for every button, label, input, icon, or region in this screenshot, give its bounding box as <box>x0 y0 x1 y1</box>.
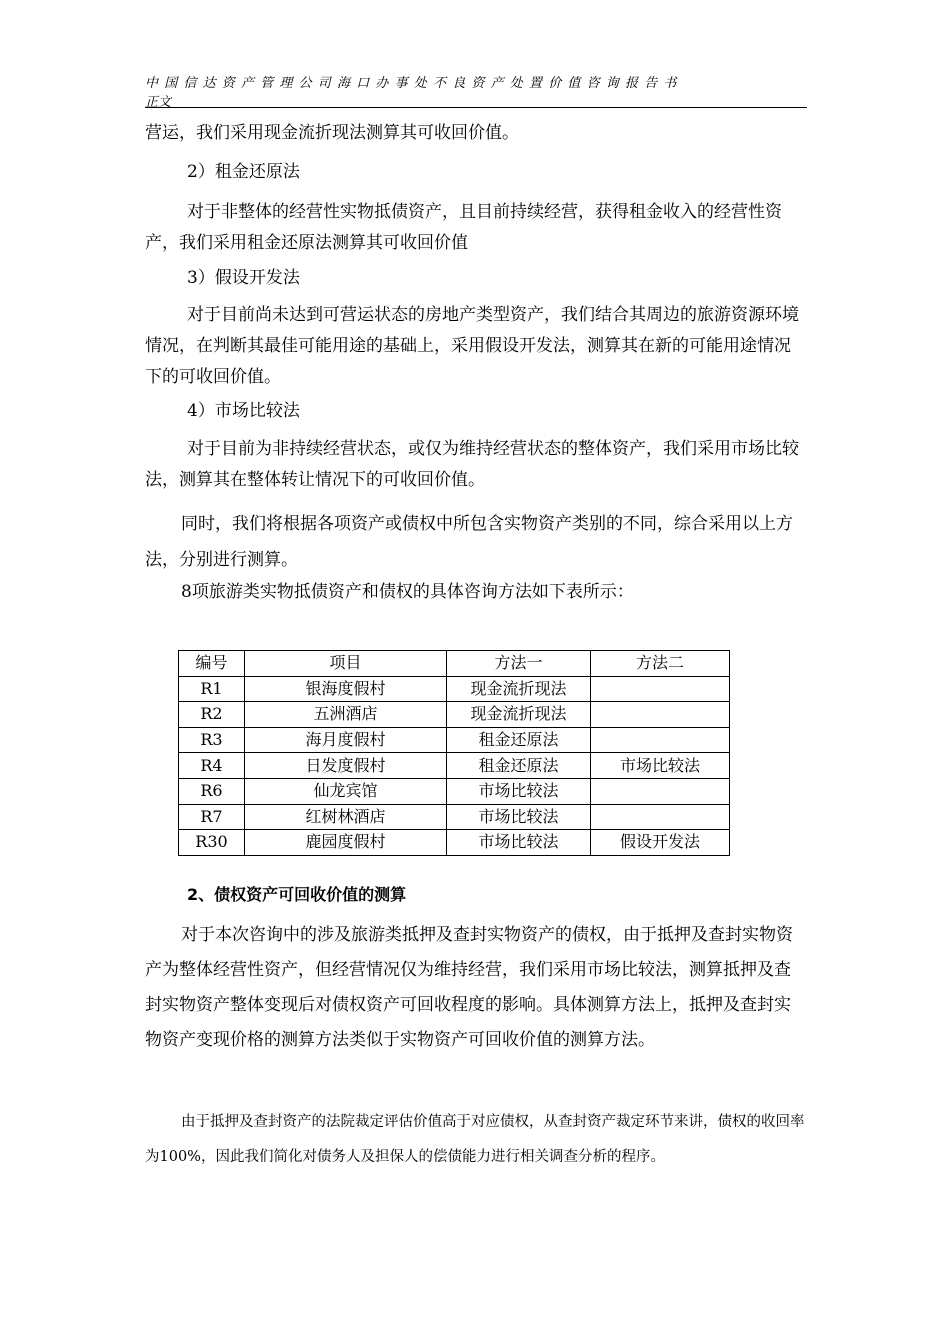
table-row <box>179 830 730 856</box>
table-cell <box>591 778 730 804</box>
methods-table <box>178 650 730 856</box>
table-cell <box>591 676 730 702</box>
section-2-paragraph-1: 对于本次咨询中的涉及旅游类抵押及查封实物资产的债权，由于抵押及查封实物资产为整体经营性资产，但经营情况仅为维持经营，我们采用市场比较法，测算抵押及查封实物资产整体变现后对债权资产可回收程度的影响。具体测算方法上，抵押及查封实物资产变现价格的测算方法类似于实物资产可回收价值的测算方法。 <box>145 925 793 1050</box>
table-header-cell: 方法二 <box>591 651 730 677</box>
table-cell: 日发度假村 <box>245 753 447 779</box>
table-header-cell: 项目 <box>245 651 447 677</box>
table-header-cell: 方法一 <box>447 651 591 677</box>
table-cell: R7 <box>179 804 245 830</box>
table-cell: R2 <box>179 702 245 728</box>
section-2-paragraph-2: 由于抵押及查封资产的法院裁定评估价值高于对应债权，从查封资产裁定环节来讲，债权的收回率为100%，因此我们简化对债务人及担保人的偿债能力进行相关调查分析的程序。 <box>145 1114 805 1165</box>
table-cell: 现金流折现法 <box>447 676 591 702</box>
paragraph-table-intro: 8项旅游类实物抵债资产和债权的具体咨询方法如下表所示： <box>181 582 634 602</box>
table-cell: R3 <box>179 727 245 753</box>
table-row <box>179 727 730 753</box>
table-header-row <box>179 651 730 677</box>
paragraph-development-method: 对于目前尚未达到可营运状态的房地产类型资产，我们结合其周边的旅游资源环境情况，在判断其最佳可能用途的基础上，采用假设开发法，测算其在新的可能用途情况下的可收回价值。 <box>145 305 799 387</box>
table-cell: 银海度假村 <box>245 676 447 702</box>
table-cell: 五洲酒店 <box>245 702 447 728</box>
table-row <box>179 753 730 779</box>
table-cell <box>591 702 730 728</box>
table-cell: R1 <box>179 676 245 702</box>
table-cell: 市场比较法 <box>591 753 730 779</box>
header-subtitle: 正文 <box>145 95 172 110</box>
table-cell: R6 <box>179 778 245 804</box>
table-row <box>179 676 730 702</box>
table-cell: 海月度假村 <box>245 727 447 753</box>
header-rule <box>145 107 807 108</box>
table-cell: 市场比较法 <box>447 804 591 830</box>
table-row <box>179 804 730 830</box>
table-cell: 市场比较法 <box>447 778 591 804</box>
table-cell: 现金流折现法 <box>447 702 591 728</box>
table-cell: 市场比较法 <box>447 830 591 856</box>
table-cell: 假设开发法 <box>591 830 730 856</box>
table-cell: 租金还原法 <box>447 727 591 753</box>
table-cell: 红树林酒店 <box>245 804 447 830</box>
table-cell <box>591 804 730 830</box>
paragraph-rent-method: 对于非整体的经营性实物抵债资产，且目前持续经营，获得租金收入的经营性资产，我们采用租金还原法测算其可收回价值 <box>145 202 782 253</box>
table-row <box>179 702 730 728</box>
table-cell: 仙龙宾馆 <box>245 778 447 804</box>
paragraph-intro: 营运，我们采用现金流折现法测算其可收回价值。 <box>145 123 519 143</box>
table-row <box>179 778 730 804</box>
heading-development-method: 3）假设开发法 <box>187 268 300 288</box>
table-cell: R4 <box>179 753 245 779</box>
table-cell: 租金还原法 <box>447 753 591 779</box>
table-cell: R30 <box>179 830 245 856</box>
heading-rent-method: 2）租金还原法 <box>187 162 300 182</box>
section-2-heading: 2、债权资产可回收价值的测算 <box>187 885 407 904</box>
paragraph-combined: 同时，我们将根据各项资产或债权中所包含实物资产类别的不同，综合采用以上方法，分别进行测算。 <box>145 514 793 570</box>
table-cell <box>591 727 730 753</box>
table-cell: 鹿园度假村 <box>245 830 447 856</box>
paragraph-market-method: 对于目前为非持续经营状态，或仅为维持经营状态的整体资产，我们采用市场比较法，测算其在整体转让情况下的可收回价值。 <box>145 439 799 490</box>
heading-market-method: 4）市场比较法 <box>187 401 300 421</box>
header-title: 中国信达资产管理公司海口办事处不良资产处置价值咨询报告书 <box>145 76 683 91</box>
table-header-cell: 编号 <box>179 651 245 677</box>
